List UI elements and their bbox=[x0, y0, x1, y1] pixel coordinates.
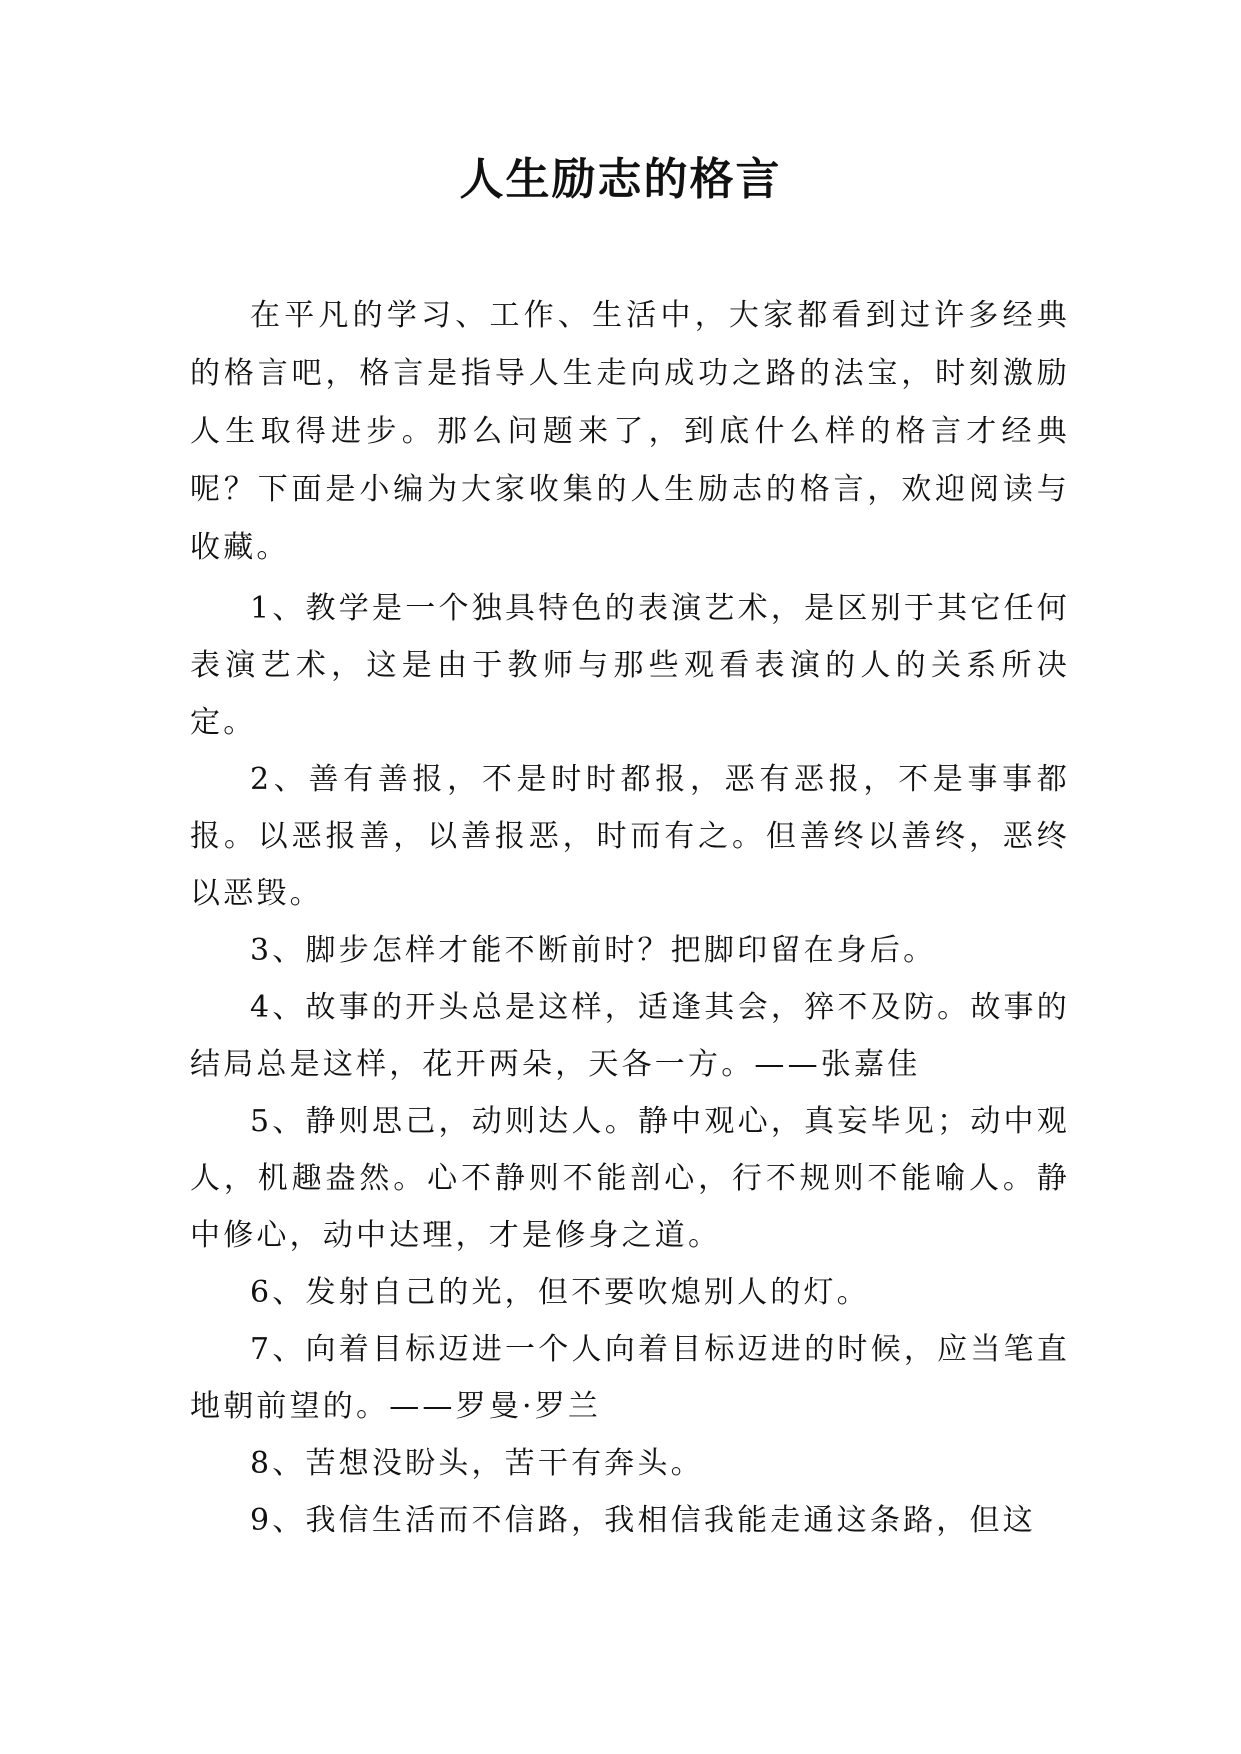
document-title: 人生励志的格言 bbox=[459, 154, 782, 205]
quote-item-9: 9、我信生活而不信路，我相信我能走通这条路，但这 bbox=[250, 1503, 1036, 1538]
quote-item-8: 8、苦想没盼头，苦干有奔头。 bbox=[250, 1446, 704, 1481]
quote-item-5: 5、静则思己，动则达人。静中观心，真妄毕见；动中观人，机趣盎然。心不静则不能剖心，行不规则不能喻人。静中修心，动中达理，才是修身之道。 bbox=[190, 1104, 1070, 1253]
intro-paragraph: 在平凡的学习、工作、生活中，大家都看到过许多经典的格言吧，格言是指导人生走向成功之路的法宝，时刻激励人生取得进步。那么问题来了，到底什么样的格言才经典呢？下面是小编为大家收集的人生励志的格言，欢迎阅读与收藏。 bbox=[190, 298, 1070, 565]
intro-section bbox=[190, 287, 1070, 577]
quote-item-1: 1、教学是一个独具特色的表演艺术，是区别于其它任何表演艺术，这是由于教师与那些观看表演的人的关系所决定。 bbox=[190, 591, 1070, 740]
quote-list bbox=[190, 580, 1070, 1549]
quote-item-2: 2、善有善报，不是时时都报，恶有恶报，不是事事都报。以恶报善，以善报恶，时而有之。但善终以善终，恶终以恶毁。 bbox=[190, 762, 1070, 911]
quote-item-4: 4、故事的开头总是这样，适逢其会，猝不及防。故事的结局总是这样，花开两朵，天各一方。——张嘉佳 bbox=[190, 990, 1070, 1082]
quote-item-3: 3、脚步怎样才能不断前时？把脚印留在身后。 bbox=[250, 933, 937, 968]
quote-item-7: 7、向着目标迈进一个人向着目标迈进的时候，应当笔直地朝前望的。——罗曼·罗兰 bbox=[190, 1332, 1070, 1424]
quote-item-6: 6、发射自己的光，但不要吹熄别人的灯。 bbox=[250, 1275, 870, 1310]
